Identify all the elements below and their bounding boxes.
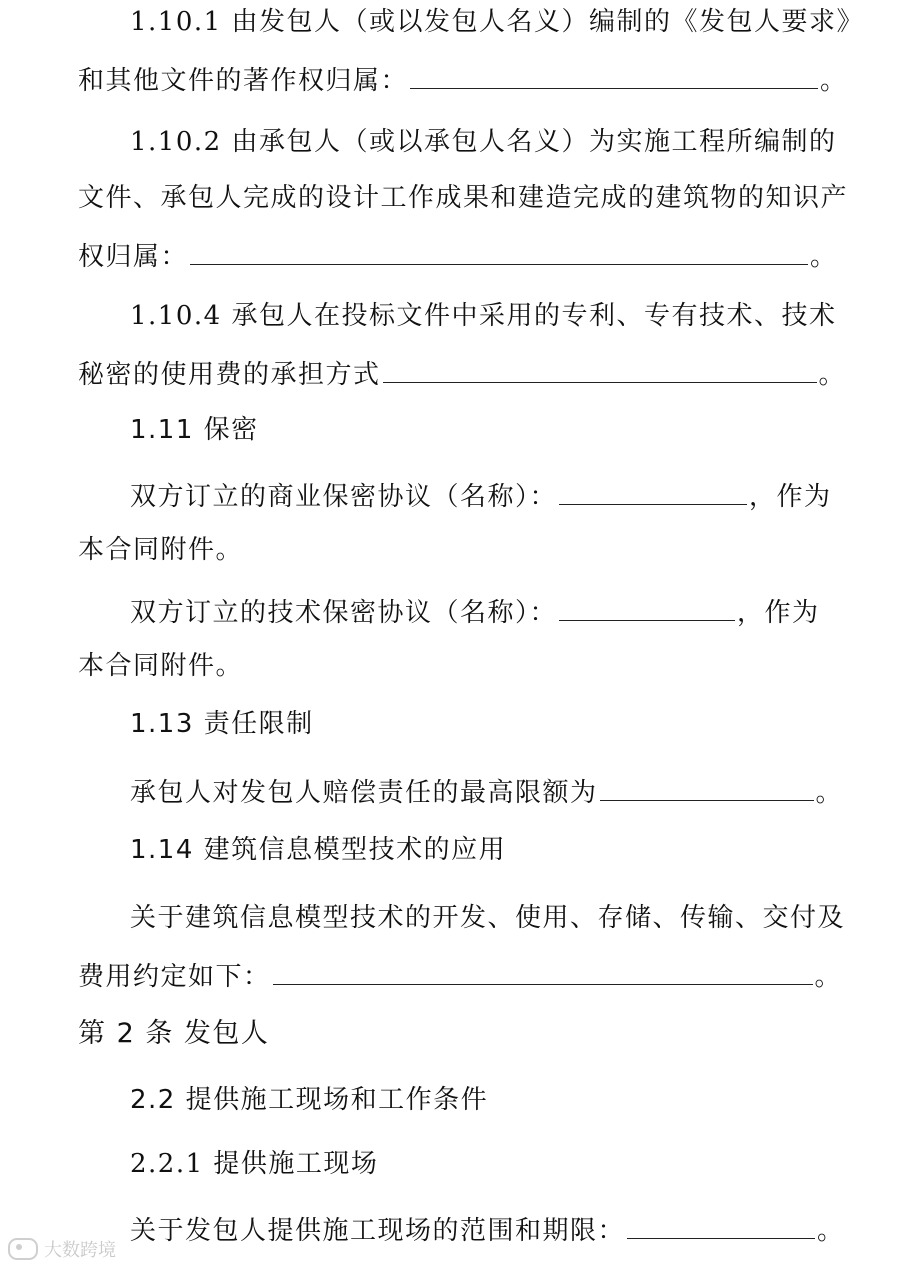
chat-bubble-icon [8, 1238, 38, 1260]
clause-1-11-b-line-1 [130, 590, 822, 633]
fill-blank[interactable] [600, 770, 814, 801]
clause-1-11-b-tail: ，作为 [737, 598, 820, 628]
period: 。 [815, 778, 844, 808]
section-heading-2-2-1: 2.2.1 提供施工现场 [130, 1149, 379, 1179]
clause-1-14-text: 费用约定如下： [78, 962, 271, 992]
clause-1-10-2-text: 权归属： [78, 242, 189, 272]
clause-1-10-1-text: 和其他文件的著作权归属： [78, 66, 409, 96]
clause-1-11-a-line-1 [130, 474, 832, 517]
fill-blank[interactable] [627, 1208, 815, 1239]
watermark-text: 大数跨境 [44, 1240, 116, 1261]
fill-blank[interactable] [410, 58, 818, 89]
clause-1-11-a-line-2: 本合同附件。 [78, 535, 244, 565]
clause-1-10-4-line-1: 1.10.4 承包人在投标文件中采用的专利、专有技术、技术 [130, 301, 837, 331]
article-heading-2: 第 2 条 发包人 [78, 1018, 270, 1049]
clause-1-11-b-text: 双方订立的技术保密协议（名称）： [130, 598, 558, 628]
clause-1-10-1-line-1: 1.10.1 由发包人（或以发包人名义）编制的《发包人要求》 [130, 7, 864, 37]
section-heading-2-2: 2.2 提供施工现场和工作条件 [130, 1085, 489, 1115]
clause-1-10-1-line-2 [78, 58, 848, 101]
clause-2-2-1-text: 关于发包人提供施工现场的范围和期限： [130, 1216, 626, 1246]
clause-1-13-text: 承包人对发包人赔偿责任的最高限额为 [130, 778, 598, 808]
clause-2-2-1-line-1 [130, 1208, 845, 1251]
fill-blank[interactable] [383, 352, 817, 383]
clause-1-10-2-line-3 [78, 234, 838, 277]
period: 。 [820, 66, 848, 96]
clause-1-10-2-line-1: 1.10.2 由承包人（或以承包人名义）为实施工程所编制的 [130, 127, 837, 157]
period: 。 [814, 962, 843, 992]
period: 。 [817, 1216, 845, 1246]
fill-blank[interactable] [559, 474, 747, 505]
section-heading-1-11: 1.11 保密 [130, 415, 259, 445]
clause-1-11-a-text: 双方订立的商业保密协议（名称）： [130, 482, 558, 512]
clause-1-10-2-line-2: 文件、承包人完成的设计工作成果和建造完成的建筑物的知识产 [78, 183, 849, 213]
watermark [8, 1236, 116, 1262]
section-heading-1-13: 1.13 责任限制 [130, 709, 314, 739]
section-heading-1-14: 1.14 建筑信息模型技术的应用 [130, 835, 507, 865]
clause-1-14-line-1: 关于建筑信息模型技术的开发、使用、存储、传输、交付及 [130, 903, 846, 933]
fill-blank[interactable] [559, 590, 735, 621]
clause-1-13-line-1 [130, 770, 844, 813]
period: 。 [818, 360, 847, 390]
clause-1-10-4-text: 秘密的使用费的承担方式 [78, 360, 381, 390]
fill-blank[interactable] [190, 234, 808, 265]
clause-1-14-line-2 [78, 954, 843, 997]
clause-1-11-a-tail: ，作为 [749, 482, 832, 512]
clause-1-10-4-line-2 [78, 352, 847, 395]
clause-1-11-b-line-2: 本合同附件。 [78, 651, 244, 681]
fill-blank[interactable] [273, 954, 813, 985]
period: 。 [810, 242, 838, 272]
